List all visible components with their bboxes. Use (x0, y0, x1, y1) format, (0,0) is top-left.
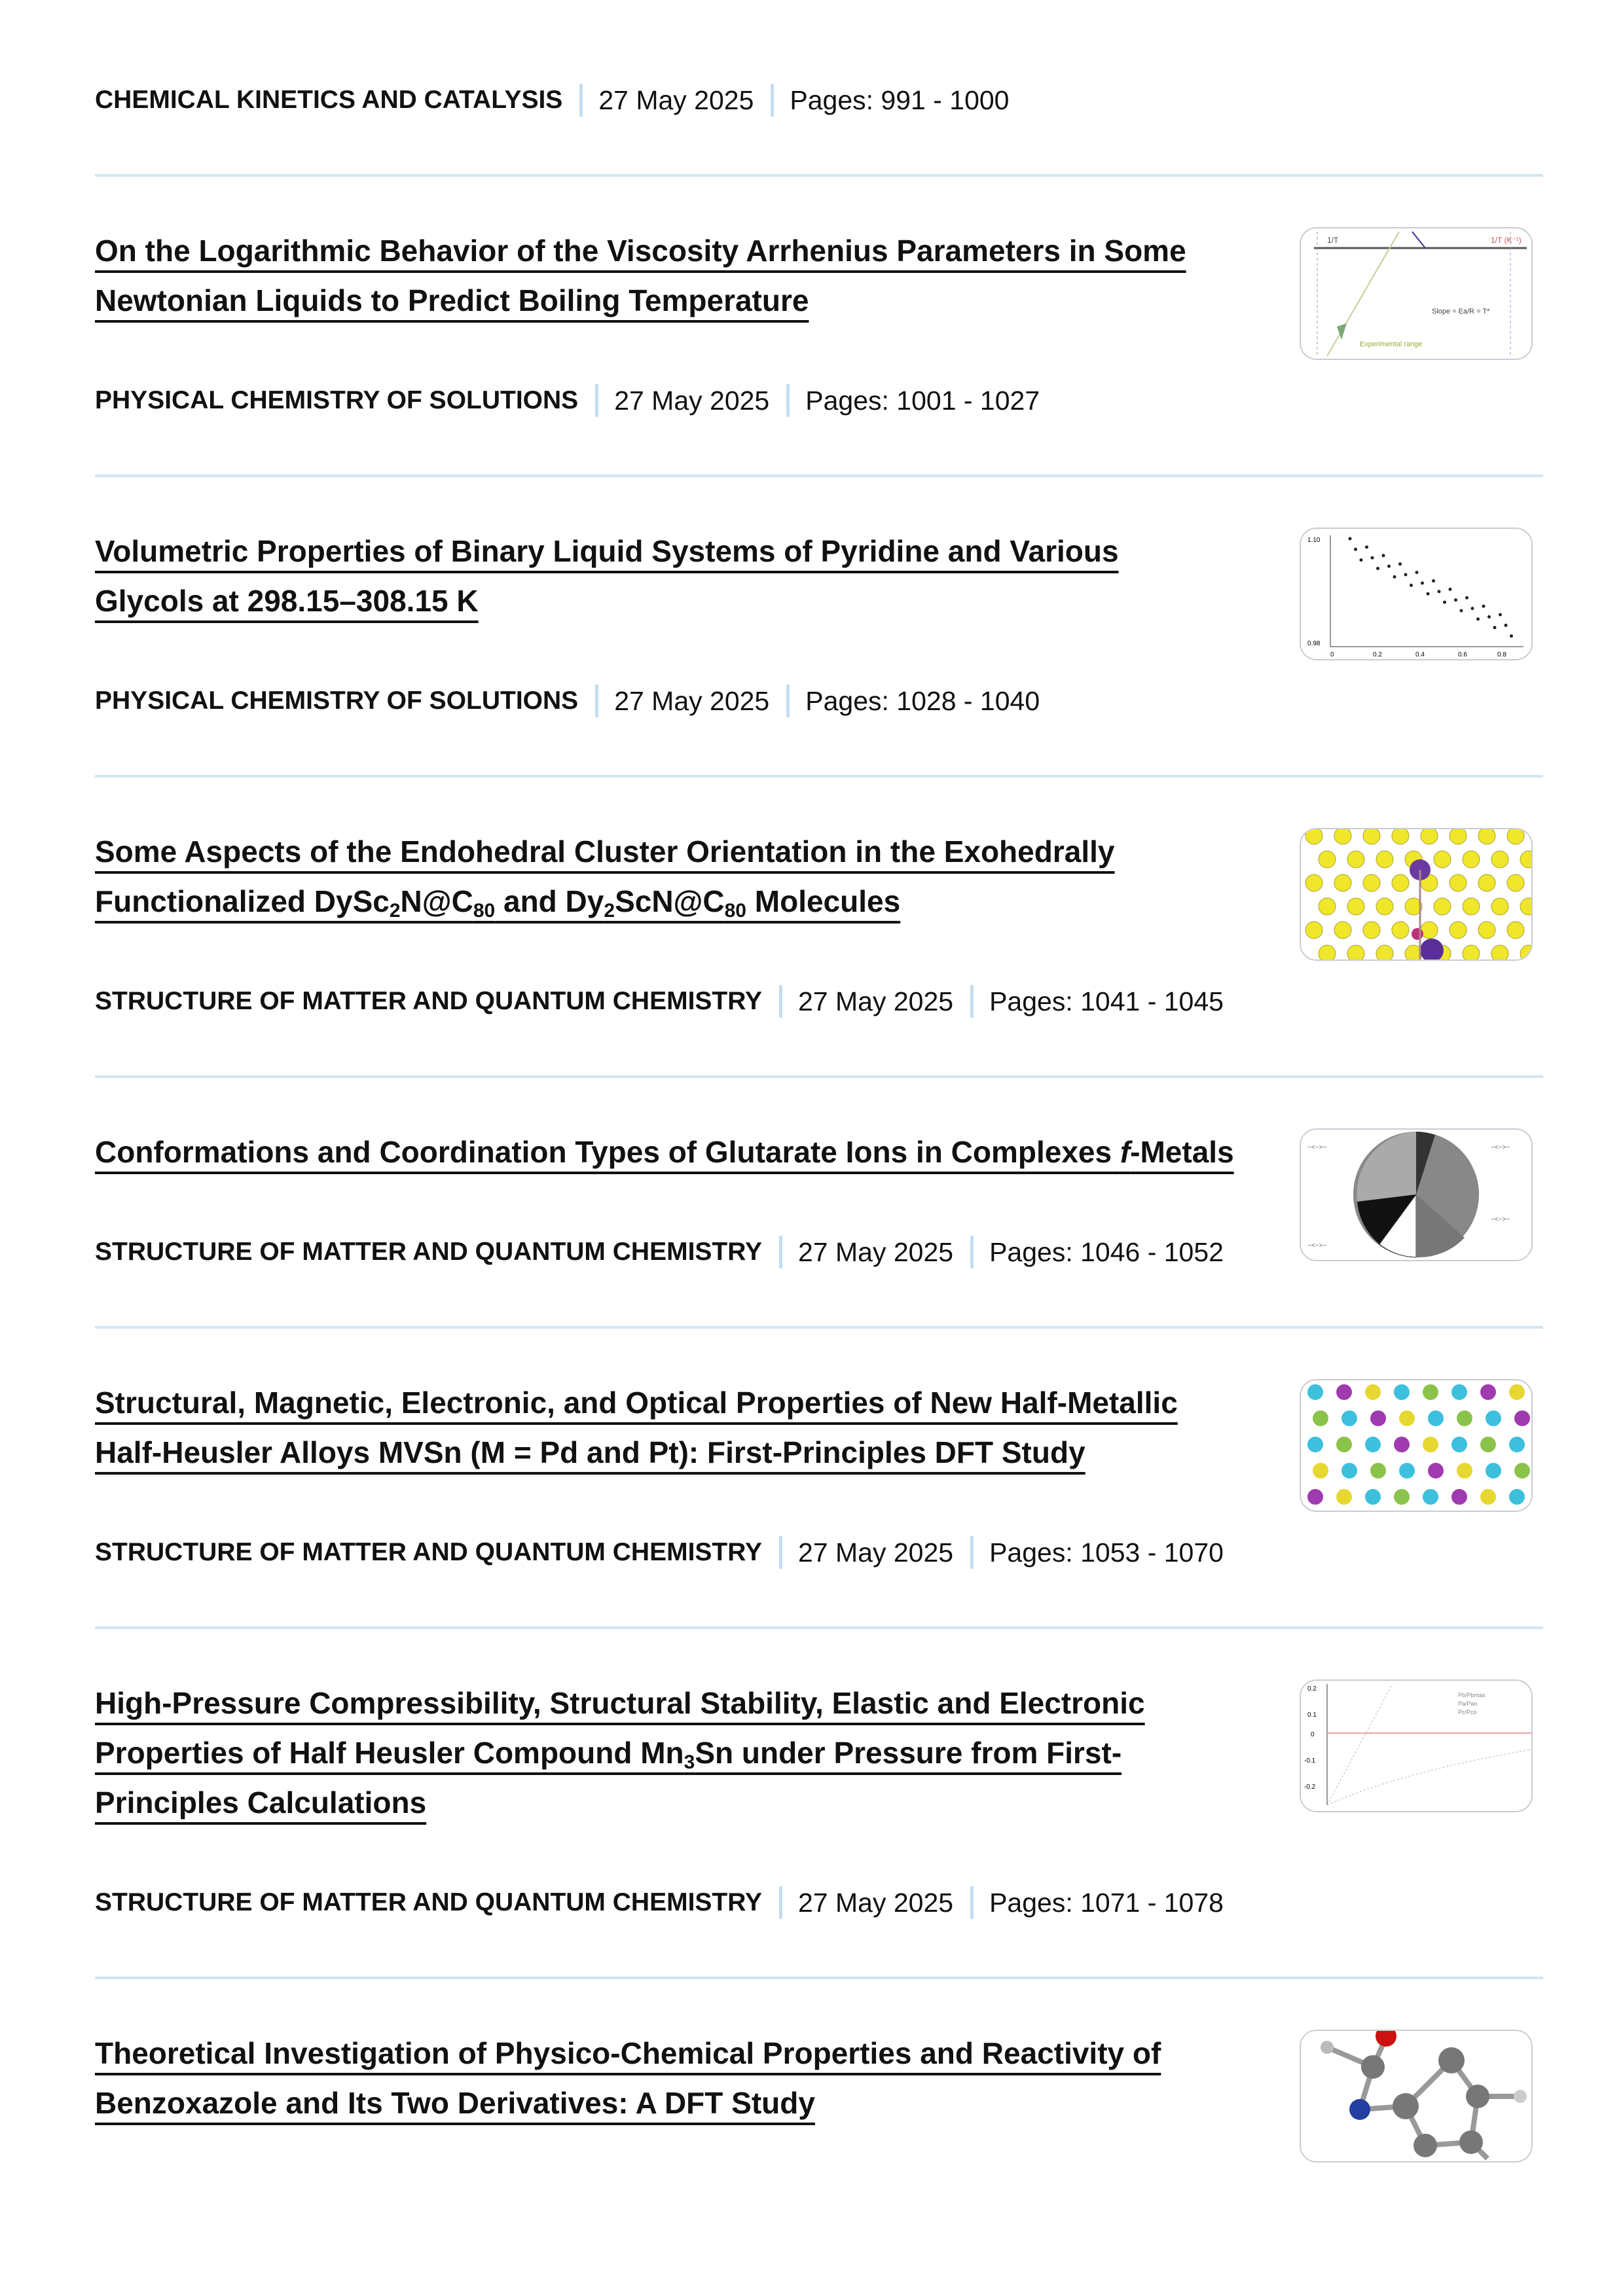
meta-separator (779, 1886, 782, 1919)
meta-separator (771, 84, 774, 117)
svg-text:~<~>~: ~<~>~ (1491, 1144, 1510, 1151)
page-range: Pages: 991 - 1000 (790, 85, 1010, 115)
meta-separator (970, 1886, 974, 1919)
article-title (95, 1127, 1234, 1177)
arrhenius-plot-image (1301, 228, 1531, 359)
article-item (95, 1979, 1543, 2177)
svg-text:0: 0 (1311, 1731, 1315, 1738)
meta-separator (779, 1236, 782, 1268)
meta-separator (970, 1236, 974, 1268)
svg-text:0.2: 0.2 (1307, 1685, 1317, 1693)
molecule-model-thumbnail[interactable] (1300, 2030, 1533, 2162)
page-range: Pages: 1046 - 1052 (989, 1237, 1224, 1267)
svg-text:~<~>~: ~<~>~ (1307, 1144, 1327, 1151)
article-list (95, 0, 1543, 2177)
article-title (95, 1378, 1234, 1477)
title-segment: Molecules (746, 884, 901, 918)
article-meta (95, 676, 1543, 726)
title-segment: 80 (473, 900, 496, 922)
article-title (95, 2028, 1234, 2128)
svg-text:Experimental range: Experimental range (1360, 340, 1423, 348)
article-item (95, 1329, 1543, 1626)
publish-date: 27 May 2025 (598, 85, 754, 115)
article-item (95, 1629, 1543, 1977)
page-range: Pages: 1028 - 1040 (805, 686, 1040, 716)
title-segment: N@C (400, 884, 473, 918)
title-segment: Some Aspects of the Endohedral Cluster Orientation in the Exohedrally Functionalized DySc (95, 834, 1115, 918)
svg-text:Pb/Pbmax: Pb/Pbmax (1458, 1692, 1486, 1698)
scatter-plot-image (1301, 529, 1531, 659)
publish-date: 27 May 2025 (798, 986, 954, 1016)
article-title (95, 526, 1234, 626)
line-plot-thumbnail[interactable] (1300, 1679, 1533, 1812)
meta-separator (579, 84, 583, 117)
page-range: Pages: 1001 - 1027 (805, 386, 1040, 416)
svg-text:0.6: 0.6 (1458, 651, 1467, 658)
title-segment: Structural, Magnetic, Electronic, and Optical Properties of New Half-Metallic Half-Heusler Alloys MVSn (M = Pd and Pt): First-Principles DFT Study (95, 1386, 1178, 1469)
title-segment: Theoretical Investigation of Physico-Chemical Properties and Reactivity of Benzoxazole and Its Two Derivatives: A DFT Study (95, 2036, 1161, 2120)
title-segment: ScN@C (615, 884, 725, 918)
title-segment: Conformations and Coordination Types of Glutarate Ions in Complexes (95, 1135, 1120, 1169)
section-label[interactable]: STRUCTURE OF MATTER AND QUANTUM CHEMISTRY (95, 1238, 762, 1266)
section-label[interactable]: STRUCTURE OF MATTER AND QUANTUM CHEMISTRY (95, 987, 762, 1015)
svg-text:Pa/Pao: Pa/Pao (1458, 1700, 1478, 1707)
title-segment: 3 (684, 1751, 695, 1773)
article-item (95, 177, 1543, 475)
svg-text:Slope = Ea/R = T*: Slope = Ea/R = T* (1432, 308, 1490, 315)
publish-date: 27 May 2025 (798, 1537, 954, 1568)
svg-text:~<~>~: ~<~>~ (1307, 1242, 1327, 1249)
page-range: Pages: 1071 - 1078 (989, 1888, 1224, 1918)
article-item (95, 778, 1543, 1075)
svg-text:Pc/Pco: Pc/Pco (1458, 1709, 1477, 1715)
svg-text:0.2: 0.2 (1373, 651, 1382, 658)
svg-text:~<~>~: ~<~>~ (1491, 1216, 1510, 1223)
svg-text:-0.1: -0.1 (1304, 1757, 1316, 1765)
article-item (95, 477, 1543, 775)
meta-separator (595, 685, 598, 717)
molecule-model-image (1301, 2031, 1531, 2161)
title-segment: f (1120, 1135, 1131, 1169)
article-meta (95, 1528, 1543, 1577)
publish-date: 27 May 2025 (614, 686, 770, 716)
meta-separator (779, 985, 782, 1018)
svg-text:0.4: 0.4 (1415, 651, 1425, 658)
title-segment: 2 (389, 900, 401, 922)
line-plot-image (1301, 1681, 1531, 1811)
publish-date: 27 May 2025 (798, 1888, 954, 1918)
crystal-lattice-thumbnail[interactable] (1300, 1379, 1533, 1512)
fullerene-cage-thumbnail[interactable] (1300, 828, 1533, 961)
svg-text:1.10: 1.10 (1307, 537, 1321, 544)
article-meta (95, 376, 1543, 425)
section-label[interactable]: PHYSICAL CHEMISTRY OF SOLUTIONS (95, 386, 579, 414)
article-meta (95, 977, 1543, 1026)
article-meta (95, 0, 1543, 174)
section-label[interactable]: STRUCTURE OF MATTER AND QUANTUM CHEMISTRY (95, 1538, 762, 1566)
article-meta (95, 1878, 1543, 1928)
publish-date: 27 May 2025 (614, 386, 770, 416)
svg-text:0.1: 0.1 (1307, 1712, 1317, 1719)
title-segment: -Metals (1130, 1135, 1234, 1169)
svg-text:0.8: 0.8 (1497, 651, 1506, 658)
meta-separator (970, 985, 974, 1018)
svg-text:0: 0 (1330, 651, 1334, 658)
svg-text:0.98: 0.98 (1307, 640, 1321, 647)
meta-separator (595, 384, 598, 417)
article-title (95, 827, 1234, 926)
title-segment: 2 (604, 900, 615, 922)
article-title (95, 1678, 1234, 1827)
svg-text:1/T: 1/T (1327, 236, 1339, 245)
meta-separator (779, 1536, 782, 1569)
article-title (95, 226, 1234, 325)
title-segment: Volumetric Properties of Binary Liquid Systems of Pyridine and Various Glycols at 298.15–308.15 K (95, 534, 1119, 618)
article-title-link[interactable] (95, 2036, 1161, 2120)
article-title-link[interactable] (95, 1686, 1145, 1820)
title-segment: 80 (724, 900, 746, 922)
section-label[interactable]: STRUCTURE OF MATTER AND QUANTUM CHEMISTRY (95, 1888, 762, 1916)
pie-diagram-thumbnail[interactable] (1300, 1128, 1533, 1261)
section-label[interactable]: PHYSICAL CHEMISTRY OF SOLUTIONS (95, 687, 579, 715)
page-range: Pages: 1041 - 1045 (989, 986, 1224, 1016)
title-segment: High-Pressure Compressibility, Structural Stability, Elastic and Electronic Properties of Half Heusler Compound Mn (95, 1686, 1145, 1770)
pie-diagram-image (1301, 1130, 1531, 1260)
title-segment: and Dy (495, 884, 604, 918)
svg-text:-0.2: -0.2 (1304, 1784, 1316, 1791)
title-segment: Sn under Pressure from First-Principles Calculations (95, 1736, 1122, 1820)
crystal-lattice-image (1301, 1380, 1531, 1511)
article-title-link[interactable] (95, 834, 1115, 922)
section-label[interactable]: CHEMICAL KINETICS AND CATALYSIS (95, 86, 563, 114)
title-segment: On the Logarithmic Behavior of the Viscosity Arrhenius Parameters in Some Newtonian Liquids to Predict Boiling Temperature (95, 234, 1186, 317)
article-title-link[interactable] (95, 534, 1119, 618)
arrhenius-plot-thumbnail[interactable] (1300, 227, 1533, 360)
fullerene-cage-image (1301, 829, 1531, 960)
article-title-link[interactable] (95, 234, 1186, 317)
article-item (95, 1078, 1543, 1326)
meta-separator (786, 384, 790, 417)
scatter-plot-thumbnail[interactable] (1300, 528, 1533, 660)
article-title-link[interactable] (95, 1135, 1234, 1169)
publish-date: 27 May 2025 (798, 1237, 954, 1267)
page-range: Pages: 1053 - 1070 (989, 1537, 1224, 1568)
meta-separator (786, 685, 790, 717)
meta-separator (970, 1536, 974, 1569)
svg-text:1/T (K⁻¹): 1/T (K⁻¹) (1491, 236, 1522, 245)
article-title-link[interactable] (95, 1386, 1178, 1469)
